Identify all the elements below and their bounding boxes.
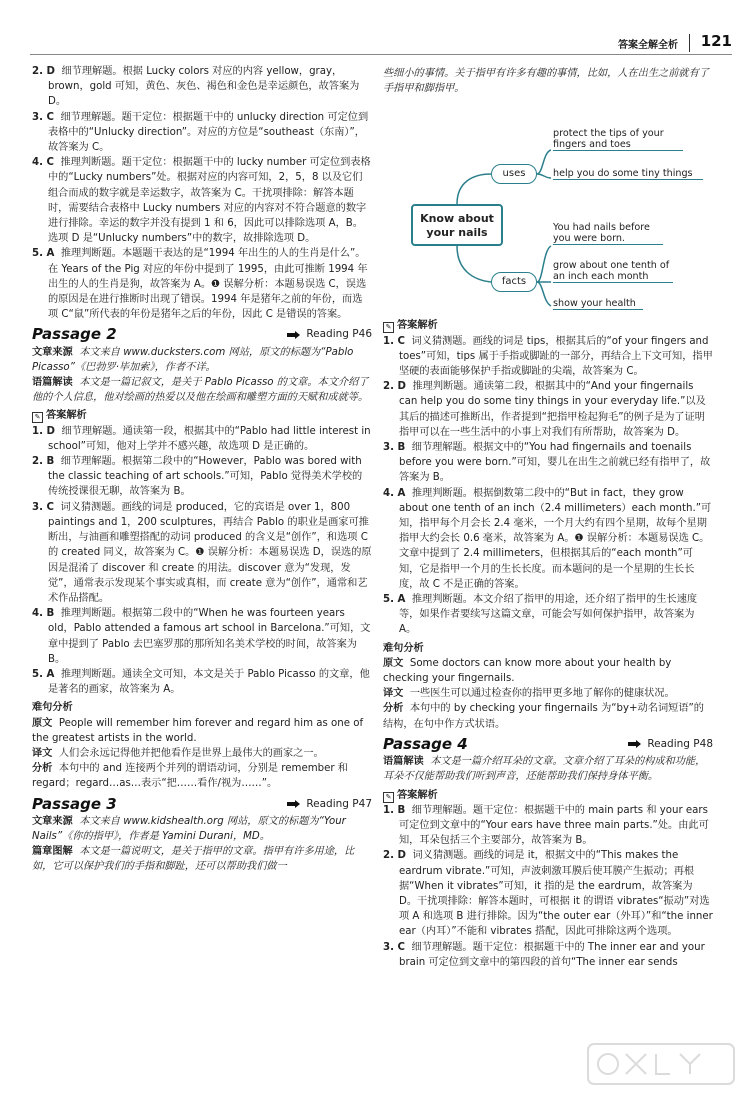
source-line: 文章来源 本文来自 www.kidshealth.org 网站，原文的标题为“Your Nails”《你的指甲》，作者是 Yamini Durani，MD。 xyxy=(32,815,346,842)
watermark-logo xyxy=(586,1040,736,1088)
mind-map-leaf: You had nails before you were born. xyxy=(553,222,663,245)
answer-heading: ✎ 答案解析 xyxy=(383,318,713,333)
answer-item: 1. B 细节理解题。题干定位：根据题干中的 main parts 和 your ears 可定位到文章中的“Your ears have three main parts.”处。由此可知，耳朵包括三个主要部分，故答案为 B。 xyxy=(383,804,709,847)
answer-item: 1. C 词义猜测题。画线的词是 tips，根据其后的“of your fingers and toes”可知，tips 属于手指或脚趾的一部分，再结合上下文可知，指甲坚硬的表面能够保护手指或脚趾的尖端，故答案为 C。 xyxy=(383,335,713,378)
answer-item: 3. C 细节理解题。题干定位：根据题干中的 unlucky direction 可定位到表格中的“Unlucky direction”。对应的方位是“southeast（东南）”，故答案为 C。 xyxy=(32,111,369,154)
answer-icon: ✎ xyxy=(383,792,394,803)
reading-ref: Reading P47 xyxy=(306,797,372,810)
page-number: 121 xyxy=(700,32,732,50)
mind-map-uses: uses xyxy=(491,164,537,184)
hand-pointer-icon xyxy=(628,739,642,749)
answer-item: 2. D 词义猜测题。画线的词是 it，根据文中的“This makes the eardrum vibrate.”可知，声波刺激耳膜后使耳膜产生振动；再根据“When it vibrates”可知，it 指的是 the eardrum，故答案为 D。干扰项排除：解答本题时，可根据 it 的谓语 vibrates“振动”对选项 A 和选项 B 进行排除。因为“the outer ear（外耳）”和“the inner ear（内耳）”不能和 vibrates 搭配，因此可排除这两个选项。 xyxy=(383,850,713,938)
passage-title: Passage 2 xyxy=(32,325,117,344)
answer-item: 5. A 推理判断题。本文介绍了指甲的用途，还介绍了指甲的生长速度等，如果作者要续写这篇文章，可能会写如何保护指甲，故答案为 A。 xyxy=(383,594,698,636)
analysis-heading: 难句分析 xyxy=(383,642,424,654)
passage-title: Passage 3 xyxy=(32,794,117,813)
answer-icon: ✎ xyxy=(32,412,43,423)
intro-line: 语篇解读 本文是一篇介绍耳朵的文章。文章介绍了耳朵的构成和功能，耳朵不仅能帮助我们听到声音，还能帮助我们保持身体平衡。 xyxy=(383,756,706,783)
mind-map-leaf: help you do some tiny things xyxy=(553,168,703,180)
mind-map-leaf: show your health xyxy=(553,298,643,310)
analysis: 分析 本句中的 and 连接两个并列的谓语动词，分别是 remember 和 regard；regard…as…表示“把……看作/视为……”。 xyxy=(32,763,348,790)
answer-item: 3. B 细节理解题。根据文中的“You had fingernails and toenails before you were born.”可知，婴儿在出生之前就已经有指甲了，故答案为 B。 xyxy=(383,442,711,484)
answer-item: 2. B 细节理解题。根据第二段中的“However，Pablo was bored with the classic teaching of art schools.”可知，Pablo 觉得美术学校的传统授课很无聊，故答案为 B。 xyxy=(32,456,363,498)
mind-map-leaf: protect the tips of your fingers and toes xyxy=(553,128,683,151)
hand-pointer-icon xyxy=(287,799,301,809)
answer-heading: ✎ 答案解析 xyxy=(383,788,713,803)
passage-title: Passage 4 xyxy=(383,734,468,753)
passage3-header xyxy=(32,794,372,813)
original-sentence: 原文 People will remember him forever and regard him as one of the greatest artists in the world. xyxy=(32,717,364,744)
answer-item: 1. D 细节理解题。通读第一段，根据其中的“Pablo had little interest in school”可知，他对上学并不感兴趣，故选项 D 是正确的。 xyxy=(32,425,371,452)
translation: 译文 人们会永远记得他并把他看作是世界上最伟大的画家之一。 xyxy=(32,747,324,759)
answer-heading: ✎ 答案解析 xyxy=(32,408,372,423)
answer-item: 2. D 细节理解题。根据 Lucky colors 对应的内容 yellow，gray，brown，gold 可知，黄色、灰色、褐色和金色是幸运颜色，故答案为 D。 xyxy=(32,66,360,108)
mind-map xyxy=(383,102,713,314)
hand-pointer-icon xyxy=(287,330,301,340)
passage2-header xyxy=(32,327,372,342)
p1-answers xyxy=(32,64,372,322)
header-divider xyxy=(689,34,690,52)
analysis-heading: 难句分析 xyxy=(32,702,73,714)
intro-line: 语篇解读 本文是一篇记叙文，是关于 Pablo Picasso 的文章。本文介绍了他的个人信息，他对绘画的热爱以及他在绘画和雕塑方面的天赋和成就等。 xyxy=(32,377,369,404)
original-sentence: 原文 Some doctors can know more about your health by checking your fingernails. xyxy=(383,657,672,685)
answer-item: 3. C 细节理解题。题干定位：根据题干中的 The inner ear and your brain 可定位到文章中的第四段的首句“The inner ear sends xyxy=(383,941,705,968)
translation: 译文 一些医生可以通过检查你的指甲更多地了解你的健康状况。 xyxy=(383,688,675,700)
reading-ref: Reading P48 xyxy=(647,737,713,750)
mind-map-leaf: grow about one tenth of an inch each month xyxy=(553,260,673,283)
answer-item: 5. A 推理判断题。通读全文可知，本文是关于 Pablo Picasso 的文章，他是著名的画家，故答案为 A。 xyxy=(32,668,370,696)
intro-line: 篇章图解 本文是一篇说明文，是关于指甲的文章。指甲有许多用途，比如，它可以保护我们的手指和脚趾，还可以帮助我们做一 xyxy=(32,846,355,873)
left-column xyxy=(32,64,372,875)
intro-continued: 些细小的事情。关于指甲有许多有趣的事情，比如，人在出生之前就有了手指甲和脚指甲。 xyxy=(383,68,709,95)
source-line: 文章来源 本文来自 www.ducksters.com 网站，原文的标题为“Pablo Picasso”《巴勃罗·毕加索》，作者不详。 xyxy=(32,346,354,373)
answer-icon: ✎ xyxy=(383,322,394,333)
mind-map-center: Know about your nails xyxy=(411,204,503,246)
section-title: 答案全解全析 xyxy=(618,40,678,51)
page-header xyxy=(0,0,750,56)
header-rule xyxy=(30,54,732,55)
answer-item: 3. C 词义猜测题。画线的词是 produced，它的宾语是 over 1，800 paintings and 1，200 sculptures，再结合 Pablo 的职业是画家可推断出，与油画和雕塑搭配的动词 produced 的含义是“创作”，和选项 C 的 created 同义，故答案为 C。❶ 误解分析：本题易误选 D，误选的原因是混淆了 discover 和 create 的用法。discover 意为“发现，发觉”，通常表示发现某个事实或真相，而 create 意为“创作”，通常和艺术作品搭配。 xyxy=(32,501,372,604)
answer-item: 5. A 推理判断题。本题题干表达的是“1994 年出生的人的生肖是什么”。在 Years of the Pig 对应的年份中提到了 1995，由此可推断 1994 年出生的人的生肖是狗，故答案为 A。❶ 误解分析：本题易误选 C，误选的原因是在进行推断时出现了错误。1994 年是猪年之前的年份，而选项 C“鼠”所代表的年份是猪年之后的年份，因此 C 是错误的答案。 xyxy=(32,248,368,321)
answer-item: 4. B 推理判断题。根据第二段中的“When he was fourteen years old，Pablo attended a famous art school in Barcelona.”可知，文章中提到了 Pablo 去巴塞罗那的那所知名美术学校的时间，故答案为 B。 xyxy=(32,608,371,665)
right-column xyxy=(383,66,713,970)
answer-item: 4. A 推理判断题。根据倒数第二段中的“But in fact，they grow about one tenth of an inch（2.4 millimeters）each month.”可知，指甲每个月会长 2.4 毫米，一个月大约有四个星期，故每个星期指甲大约会长 0.6 毫米，故答案为 A。❶ 误解分析：本题易误选 C。文章中提到了 2.4 millimeters，但根据其后的“each month”可知，它是指甲一个月的生长长度。而本题问的是一个星期的生长长度，故 C 不是正确的答案。 xyxy=(383,487,712,590)
passage4-header xyxy=(383,734,713,753)
analysis: 分析 本句中的 by checking your fingernails 为“by+动名词短语”的结构，在句中作方式状语。 xyxy=(383,703,704,730)
answer-item: 4. C 推理判断题。题干定位：根据题干中的 lucky number 可定位到表格中的“Lucky numbers”处。根据对应的内容可知，2，5，8 以及它们组合而成的数字就是幸运数字，故答案为 C。干扰项排除：解答本题时，需要结合表格中 Lucky numbers 对应的内容对不符合题意的数字进行排除。幸运的数字并没有提到 1 和 6，因此可以排除选项 A，B。选项 D 是“Unlucky numbers”中的数字，故排除选项 D。 xyxy=(32,157,371,245)
mind-map-facts: facts xyxy=(491,272,537,292)
reading-ref: Reading P46 xyxy=(306,328,372,341)
answer-item: 2. D 推理判断题。通读第二段，根据其中的“And your fingernails can help you do some tiny things in your everyday life.”以及其后的描述可推断出，作者提到“把指甲检起狗毛”的例子是为了证明指甲可以在一些生活中的小事上对我们有所帮助，故答案为 D。 xyxy=(383,381,706,438)
